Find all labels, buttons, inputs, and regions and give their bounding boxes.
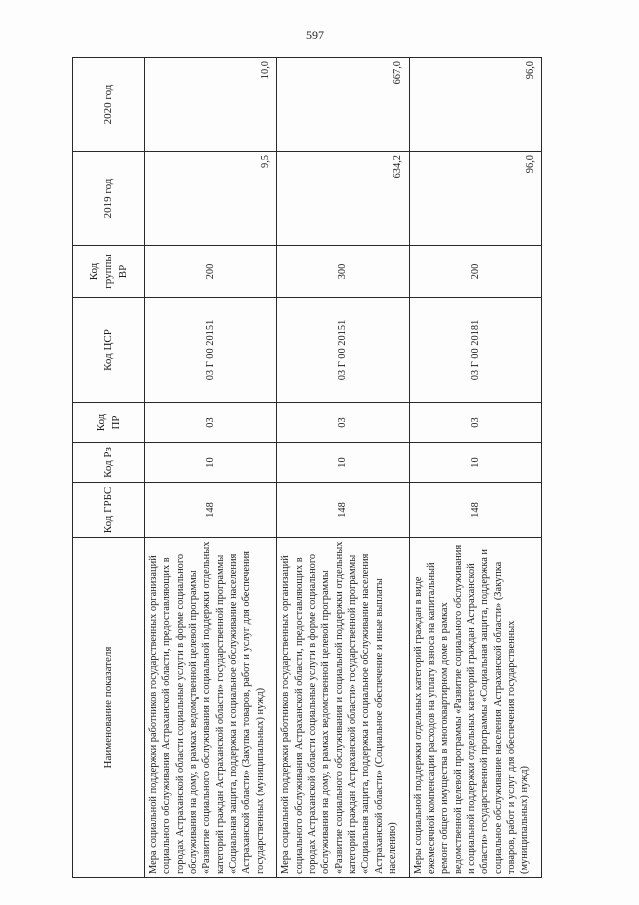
- header-vr: Код группы ВР: [73, 246, 145, 298]
- header-rz: Код Рз: [73, 443, 145, 483]
- row-2020: 667,0: [277, 58, 409, 152]
- row-vr: 200: [409, 246, 541, 298]
- row-name: Мера социальной поддержки работников государственных организаций социального обслуживания Астраханской области, предоставляющих в городах Астраханской области социальные услуги в форме социального обслуживания на дому, в рамках ведомственной целевой программы «Развитие социального обслуживания и социальной поддержки отдельных категорий граждан Астраханской области» государственной программы «Социальная защита, поддержка и социальное обслуживание населения Астраханской области» (Социальное обеспечение и иные выплаты населению): [277, 538, 409, 878]
- table-header-row: [73, 58, 145, 878]
- header-csr: Код ЦСР: [73, 298, 145, 403]
- header-name: Наименование показателя: [73, 538, 145, 878]
- table-row: [145, 58, 277, 878]
- row-rz: 10: [145, 443, 277, 483]
- header-2020: 2020 год: [73, 58, 145, 152]
- row-name: Меры социальной поддержки отдельных категорий граждан в виде ежемесячной компенсации расходов на уплату взноса на капитальный ремонт общего имущества в многоквартирном доме в рамках ведомственной целевой программы «Развитие социального обслуживания и социальной поддержки отдельных категорий граждан Астраханской области» государственной программы «Социальная защита, поддержка и социальное обслуживание населения Астраханской области» (Закупка товаров, работ и услуг для обеспечения государственных (муниципальных) нужд): [409, 538, 541, 878]
- budget-table: [72, 57, 542, 878]
- row-2020: 10,0: [145, 58, 277, 152]
- header-2019: 2019 год: [73, 152, 145, 246]
- page-number: 597: [306, 28, 324, 42]
- row-rz: 10: [277, 443, 409, 483]
- row-vr: 300: [277, 246, 409, 298]
- row-pr: 03: [145, 403, 277, 443]
- row-2019: 634,2: [277, 152, 409, 246]
- row-csr: 03 Г 00 20151: [277, 298, 409, 403]
- rotated-table-frame: [72, 58, 542, 878]
- table-row: [409, 58, 541, 878]
- row-pr: 03: [277, 403, 409, 443]
- row-2019: 96,0: [409, 152, 541, 246]
- row-rz: 10: [409, 443, 541, 483]
- row-vr: 200: [145, 246, 277, 298]
- row-csr: 03 Г 00 20181: [409, 298, 541, 403]
- header-grbs: Код ГРБС: [73, 483, 145, 538]
- table-row: [277, 58, 409, 878]
- row-grbs: 148: [277, 483, 409, 538]
- row-grbs: 148: [409, 483, 541, 538]
- row-csr: 03 Г 00 20151: [145, 298, 277, 403]
- row-2019: 9,5: [145, 152, 277, 246]
- row-grbs: 148: [145, 483, 277, 538]
- row-pr: 03: [409, 403, 541, 443]
- table-container: [72, 58, 542, 878]
- row-name: Мера социальной поддержки работников государственных организаций социального обслуживания Астраханской области, предоставляющих в городах Астраханской области социальные услуги в форме социального обслуживания на дому, в рамках ведомственной целевой программы «Развитие социального обслуживания и социальной поддержки отдельных категорий граждан Астраханской области» государственной программы «Социальная защита, поддержка и социальное обслуживание населения Астраханской области» (Закупка товаров, работ и услуг для обеспечения государственных (муниципальных) нужд): [145, 538, 277, 878]
- header-pr: Код ПР: [73, 403, 145, 443]
- row-2020: 96,0: [409, 58, 541, 152]
